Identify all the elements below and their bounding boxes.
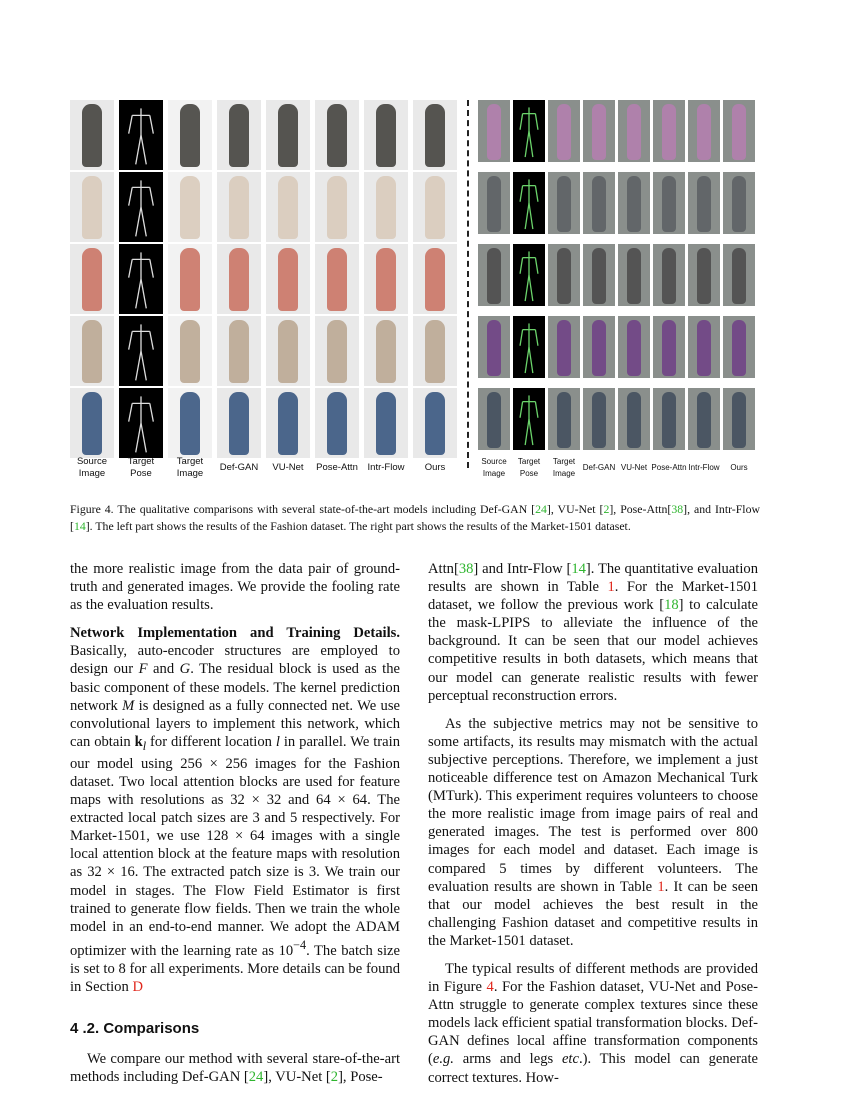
fashion-thumb [70, 388, 114, 458]
column-label-line: Pose-Attn [651, 463, 687, 472]
market-thumb [653, 172, 685, 234]
column-label [260, 462, 316, 474]
fashion-thumb [217, 244, 261, 314]
fashion-thumb [413, 100, 457, 170]
column-label-line: Image [482, 469, 506, 478]
market-thumb [688, 100, 720, 162]
fashion-thumb [266, 172, 310, 242]
market-thumb [723, 244, 755, 306]
market-thumb [478, 172, 510, 234]
column-label-line: Ours [730, 463, 748, 472]
fashion-thumb [119, 388, 163, 458]
market-thumb [548, 100, 580, 162]
column-label-line: Target [127, 456, 155, 467]
column-label-line: Image [78, 468, 106, 479]
fashion-thumb [168, 388, 212, 458]
market-thumb [548, 172, 580, 234]
section-heading: 4 .2. Comparisons [70, 1019, 200, 1037]
fashion-thumb [70, 100, 114, 170]
market-thumb [583, 316, 615, 378]
column-label-line: Target [517, 457, 541, 466]
market-thumb [513, 172, 545, 234]
paragraph-gap [70, 1086, 400, 1096]
market-thumb [478, 100, 510, 162]
column-label [407, 462, 463, 474]
market-thumb [513, 100, 545, 162]
market-thumb [723, 388, 755, 450]
market-thumb [688, 172, 720, 234]
fashion-thumb [217, 316, 261, 386]
fashion-thumb [364, 244, 408, 314]
market-thumb [583, 100, 615, 162]
column-label [211, 462, 267, 474]
paragraph: As the subjective metrics may not be sensitive to some artifacts, its results may mismatch with the actual subjective perceptions. Therefore, we implement a just noticeable difference test on Amazon Mechanical Turk (MTurk). This experiment requires volunteers to choose the more realistic image from image pairs of real and generated images. The test is performed over 800 images for each model and dataset. Each image is compared 5 times by different volunteers. The evaluation results are shown in Table 1. It can be seen that our model achieves the best result in the challenging Fashion dataset and competitive results in the Market-1501 dataset. [428, 715, 758, 949]
paragraph: The typical results of different methods are provided in Figure 4. For the Fashion dataset, VU-Net and Pose-Attn struggle to generate complex textures since these models lack efficient spatial transformation blocks. Def-GAN defines local affine transformation components (e.g. arms and legs etc.). This model can generate correct textures. How- [428, 960, 758, 1086]
column-label [64, 456, 120, 480]
fashion-thumb [70, 244, 114, 314]
figure-caption: Figure 4. The qualitative comparisons with several state-of-the-art models including Def-GAN [24], VU-Net [2], Pose-Attn[38], and Intr-Flow [14]. The left part shows the results of the Fashion dataset. The right part shows the results of the Market-1501 dataset. [70, 502, 760, 533]
fashion-thumb [266, 316, 310, 386]
fashion-thumb [119, 244, 163, 314]
market-thumb [618, 244, 650, 306]
column-label-line: Target [552, 457, 576, 466]
fashion-thumb [364, 388, 408, 458]
column-label-line: VU-Net [272, 462, 304, 473]
market-thumb [548, 388, 580, 450]
market-thumb [548, 316, 580, 378]
column-label-line: Source [481, 457, 507, 466]
market-thumb [688, 316, 720, 378]
paragraph-gap [428, 705, 758, 715]
fashion-thumb [168, 244, 212, 314]
market-thumb [548, 244, 580, 306]
column-label [358, 462, 414, 474]
fashion-thumb [413, 244, 457, 314]
fashion-thumb [315, 244, 359, 314]
market-thumb [653, 316, 685, 378]
market-thumb [478, 244, 510, 306]
market-thumb [513, 244, 545, 306]
fashion-thumb [315, 316, 359, 386]
column-label-line: Intr-Flow [367, 462, 405, 473]
market-thumb [618, 316, 650, 378]
column-label-line: Image [552, 469, 576, 478]
column-label-line: Ours [424, 462, 446, 473]
market-thumb [688, 244, 720, 306]
column-label-line: Pose [130, 468, 152, 479]
figure-image-grid [70, 98, 760, 484]
column-label-line: VU-Net [620, 463, 648, 472]
column-label-line: Pose-Attn [316, 462, 358, 473]
column-label-line: Def-GAN [582, 463, 616, 472]
fashion-thumb [70, 316, 114, 386]
market-thumb [618, 172, 650, 234]
column-label-line: Pose [519, 469, 539, 478]
fashion-thumb [413, 388, 457, 458]
paragraph-gap [70, 614, 400, 624]
fashion-thumb [413, 316, 457, 386]
fashion-thumb [266, 100, 310, 170]
fashion-thumb [119, 172, 163, 242]
paragraph-gap [428, 1087, 758, 1097]
fashion-thumb [70, 172, 114, 242]
fashion-thumb [315, 388, 359, 458]
market-thumb [478, 316, 510, 378]
market-thumb [618, 388, 650, 450]
fashion-thumb [413, 172, 457, 242]
market-thumb [513, 316, 545, 378]
paragraph-gap [70, 996, 400, 1006]
fashion-thumb [217, 172, 261, 242]
market-thumb [618, 100, 650, 162]
column-label-line: Target [176, 456, 204, 467]
fashion-thumb [168, 316, 212, 386]
market-thumb [723, 172, 755, 234]
market-thumb [478, 388, 510, 450]
fashion-thumb [315, 100, 359, 170]
fashion-thumb [217, 100, 261, 170]
market-thumb [583, 172, 615, 234]
market-thumb [653, 100, 685, 162]
market-thumb [723, 100, 755, 162]
market-thumb [513, 388, 545, 450]
fashion-thumb [168, 100, 212, 170]
figure-divider [467, 100, 469, 468]
fashion-thumb [266, 244, 310, 314]
column-label [162, 456, 218, 480]
column-label-line: Source [76, 456, 108, 467]
paragraph: the more realistic image from the data pair of ground-truth and generated images. We provide the fooling rate as the evaluation results. [70, 561, 400, 614]
fashion-thumb [119, 316, 163, 386]
paragraph-gap [428, 950, 758, 960]
fashion-thumb [266, 388, 310, 458]
fashion-thumb [119, 100, 163, 170]
fashion-thumb [364, 316, 408, 386]
paragraph: Attn[38] and Intr-Flow [14]. The quantitative evaluation results are shown in Table 1. For the Market-1501 dataset, we follow the previous work [18] to calculate the mask-LPIPS to alleviate the influence of the background. It can be seen that our model achieves competitive results in both datasets, which means that our model can generate realistic results with fewer perceptual reconstruction errors. [428, 561, 758, 704]
column-label [309, 462, 365, 474]
market-thumb [688, 388, 720, 450]
column-label [717, 462, 761, 474]
column-label [113, 456, 169, 480]
left-text-column [70, 560, 400, 1096]
fashion-thumb [315, 172, 359, 242]
fashion-thumb [364, 100, 408, 170]
market-thumb [723, 316, 755, 378]
column-label-line: Image [176, 468, 204, 479]
market-thumb [653, 244, 685, 306]
column-label-line: Def-GAN [219, 462, 259, 473]
market-thumb [583, 388, 615, 450]
column-label-line: Intr-Flow [688, 463, 720, 472]
fashion-thumb [217, 388, 261, 458]
market-thumb [653, 388, 685, 450]
fashion-thumb [364, 172, 408, 242]
market-thumb [583, 244, 615, 306]
right-text-column [428, 560, 758, 1097]
fashion-thumb [168, 172, 212, 242]
paragraph: Network Implementation and Training Details. Basically, auto-encoder structures are employed to design our F and G. The residual block is used as the basic component of these models. The kernel prediction network M is designed as a fully connected net. We use convolutional layers to implement this network, which can obtain $k_l$ for different location l in parallel. We train our model using 256 × 256 images for the Fashion dataset. Two local attention blocks are used for feature maps with resolutions as 32 × 32 and 64 × 64. The extracted local patch sizes are 3 and 5 respectively. For Market-1501, we use 128 × 64 images with a single local attention block at the feature maps with resolution as 32 × 16. The extracted patch size is 3. We train our model in stages. The Flow Field Estimator is first trained to generate flow fields. Then we train the whole model in an end-to-end manner. We adopt the ADAM optimizer with the learning rate as $10^{-4}$. The batch size is set to 8 for all experiments. More details can be found in Section D [70, 625, 401, 995]
paragraph: We compare our method with several stare-of-the-art methods including Def-GAN [24], VU-Net [2], Pose- [70, 1051, 400, 1086]
